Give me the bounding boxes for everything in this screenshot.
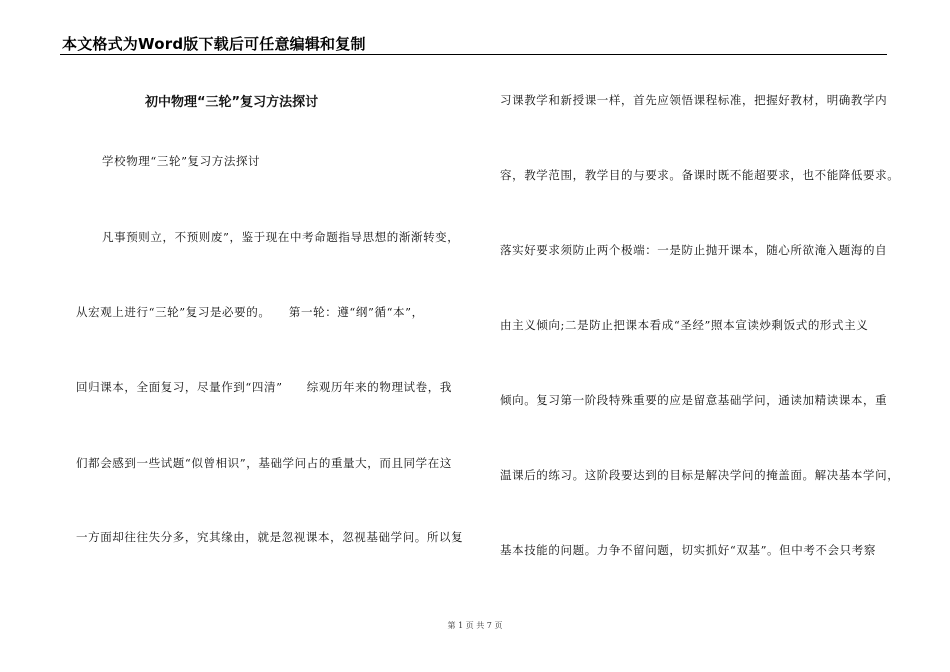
left-line-3: 从宏观上进行“三轮”复习是必要的。 第一轮：遵“纲”循“本”， [76,305,424,319]
right-line-4: 由主义倾向;二是防止把课本看成“圣经”照本宣读炒剩饭式的形式主义 [500,318,869,332]
left-line-6: 一方面却往往失分多，究其缘由，就是忽视课本，忽视基础学问。所以复 [76,530,464,544]
right-line-2: 容，教学范围，教学目的与要求。备课时既不能超要求，也不能降低要求。 [500,168,900,182]
left-line-4: 回归课本，全面复习，尽量作到“四清” 综观历年来的物理试卷，我 [76,380,452,394]
right-line-6: 温课后的练习。这阶段要达到的目标是解决学问的掩盖面。解决基本学问， [500,468,900,482]
header-title: 本文格式为Word版下载后可任意编辑和复制 [62,35,366,53]
left-line-5: 们都会感到一些试题“似曾相识”，基础学问占的重量大，而且同学在这 [76,456,452,470]
right-line-3: 落实好要求须防止两个极端：一是防止抛开课本，随心所欲淹入题海的自 [500,243,888,257]
right-line-5: 倾向。复习第一阶段特殊重要的应是留意基础学问，通读加精读课本，重 [500,393,888,407]
left-line-1: 学校物理“三轮”复习方法探讨 [102,154,261,168]
header-rule [60,54,887,55]
document-title: 初中物理“三轮”复习方法探讨 [145,95,319,110]
page-number: 第 1 页 共 7 页 [447,621,503,630]
right-line-1: 习课教学和新授课一样，首先应领悟课程标准，把握好教材，明确教学内 [500,93,888,107]
left-line-2: 凡事预则立，不预则废”，鉴于现在中考命题指导思想的渐渐转变， [102,230,460,244]
right-line-7: 基本技能的问题。力争不留问题，切实抓好“双基”。但中考不会只考察 [500,543,876,557]
